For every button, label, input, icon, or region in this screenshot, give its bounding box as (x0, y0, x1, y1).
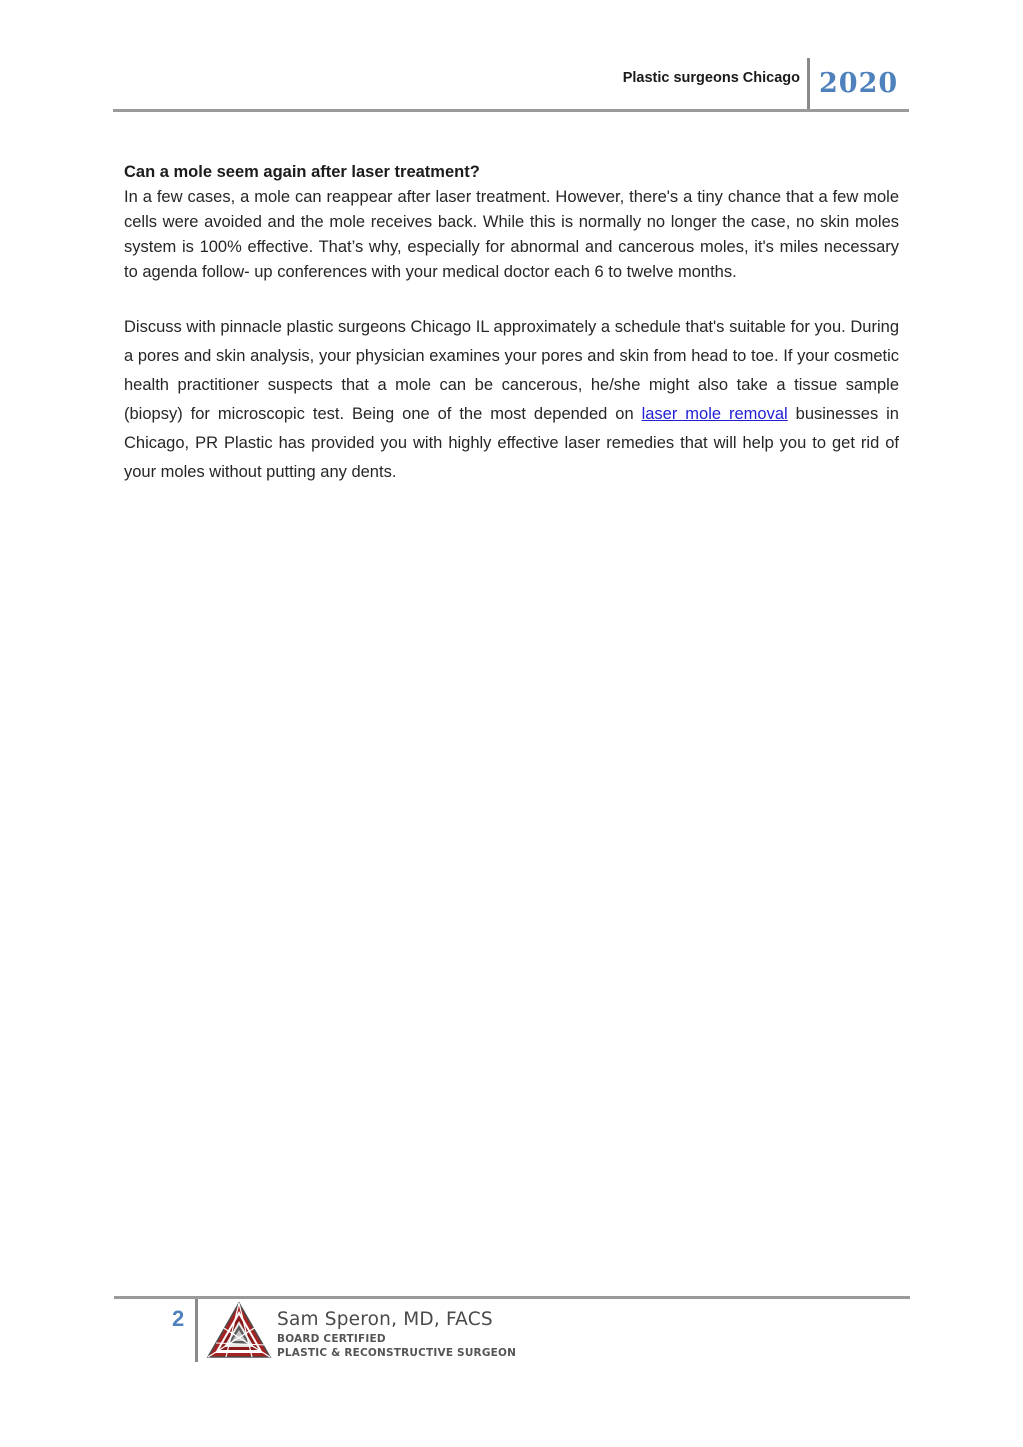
footer-divider (195, 1299, 198, 1362)
paragraph-2-text-end: businesses in Chicago, PR Plastic has provided you with highly effective laser remedies that will help you to get rid of your moles without putting any dents. (124, 405, 899, 481)
page-number: 2 (172, 1306, 185, 1331)
header-rule (113, 109, 909, 112)
page-footer (114, 1296, 910, 1366)
logo-name: Sam Speron, MD, FACS (277, 1309, 493, 1330)
footer-rule (114, 1296, 910, 1299)
article-heading: Can a mole seem again after laser treatment? (124, 163, 480, 181)
article-body (124, 160, 899, 487)
page-header (113, 58, 909, 112)
article-paragraph-1: In a few cases, a mole can reappear after laser treatment. However, there's a tiny chance that a few mole cells were avoided and the mole receives back. While this is normally no longer the case, no skin moles system is 100% effective. That’s why, especially for abnormal and cancerous moles, it's miles necessary to agenda follow- up conferences with your medical doctor each 6 to twelve months. (124, 188, 899, 281)
logo-credential-line-1: BOARD CERTIFIED (277, 1333, 386, 1345)
paragraph-2-text-start: Discuss with pinnacle plastic surgeons Chicago IL approximately a schedule that's suitable for you. During a pores and skin analysis, your physician examines your pores and skin from head to toe. If your cosmetic health practitioner suspects that a mole can be cancerous, he/she might also take a tissue sample (biopsy) for microscopic test. Being one of the most depended on (124, 318, 899, 423)
header-divider (807, 58, 810, 112)
header-title: Plastic surgeons Chicago (622, 70, 800, 86)
laser-mole-removal-link[interactable]: laser mole removal (641, 405, 788, 423)
article-paragraph-2 (124, 313, 899, 487)
logo-credential-line-2: PLASTIC & RECONSTRUCTIVE SURGEON (277, 1347, 517, 1359)
triangle-spiral-logo-icon (206, 1301, 272, 1359)
header-year: 2020 (819, 68, 899, 99)
